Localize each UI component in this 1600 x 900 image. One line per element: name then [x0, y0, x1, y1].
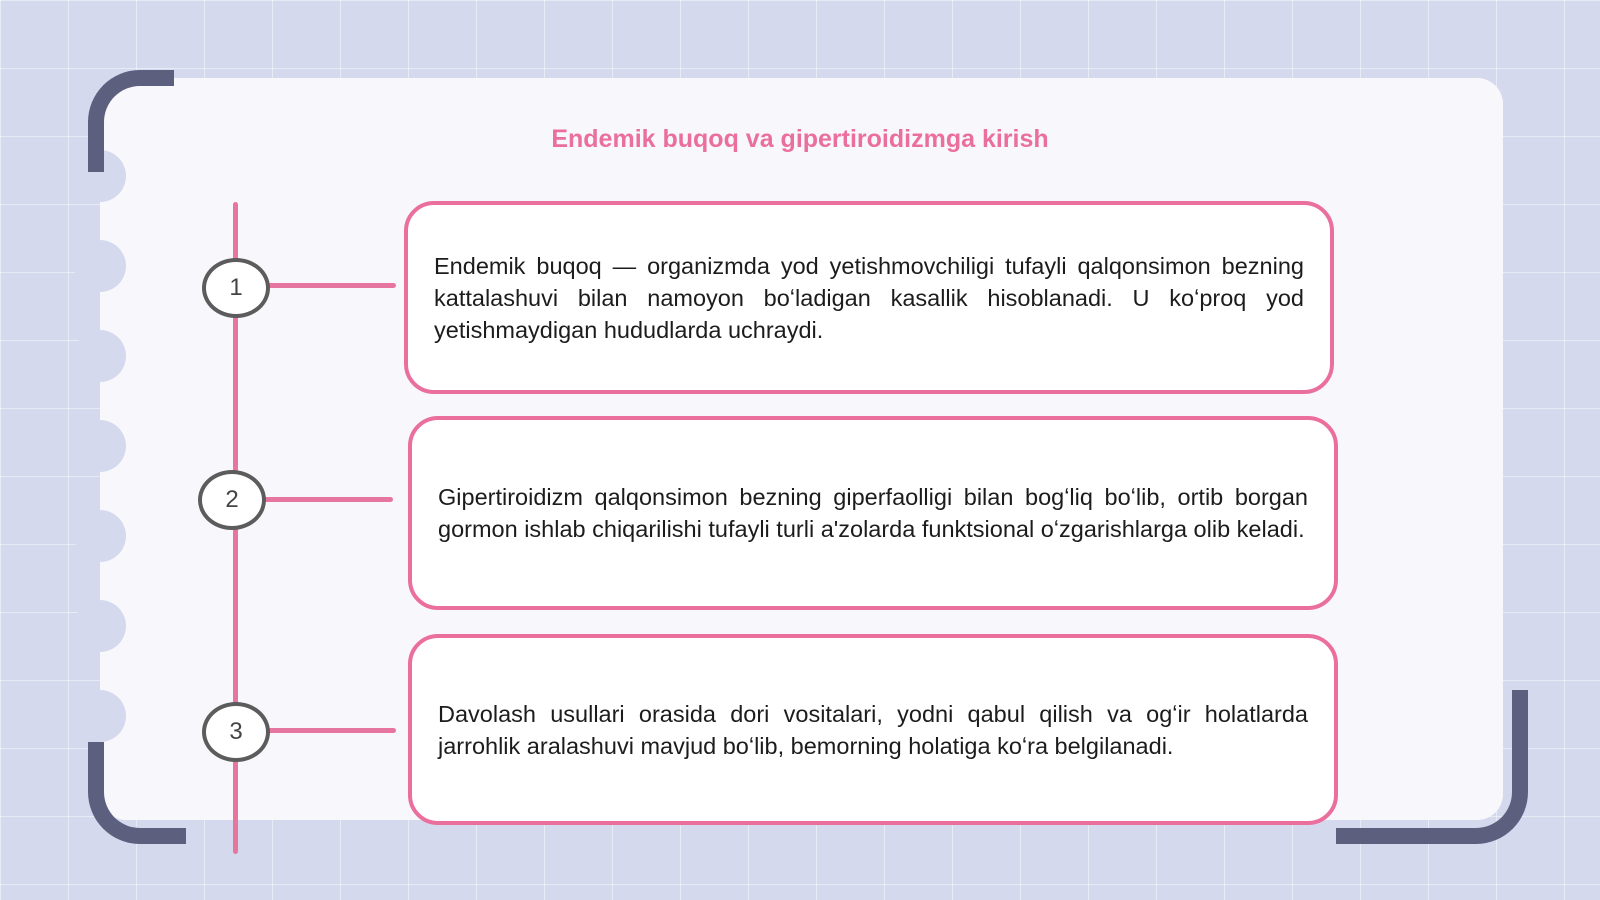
slide-title: Endemik buqoq va gipertiroidizmga kirish [551, 125, 1049, 153]
step-2-number: 2 [198, 470, 266, 530]
step-2-text: Gipertiroidizm qalqonsimon bezning giperfaolligi bilan bogʻliq boʻlib, ortib borgan gormon ishlab chiqarilishi tufayli turli a'zolarda funktsional oʻzgarishlarga olib keladi. [438, 484, 1308, 542]
frame-corner-bottom-right [1336, 690, 1528, 844]
step-2-connector [263, 497, 393, 502]
step-1-text: Endemik buqoq — organizmda yod yetishmovchiligi tufayli qalqonsimon bezning kattalashuvi bilan namoyon boʻladigan kasallik hisoblanadi. U koʻproq yod yetishmaydigan hududlarda uchraydi. [434, 252, 1304, 343]
step-3-number: 3 [202, 702, 270, 762]
step-3-text: Davolash usullari orasida dori vositalari, yodni qabul qilish va ogʻir holatlarda jarrohlik aralashuvi mavjud boʻlib, bemorning holatiga koʻra belgilanadi. [438, 700, 1308, 759]
step-3-box [408, 634, 1338, 825]
step-1-connector [266, 283, 396, 288]
step-3-connector [266, 728, 396, 733]
step-1-box [404, 201, 1334, 394]
frame-corner-bottom-left [88, 742, 186, 844]
frame-corner-top-left [88, 70, 174, 172]
step-2-box [408, 416, 1338, 610]
step-1-number: 1 [202, 258, 270, 318]
